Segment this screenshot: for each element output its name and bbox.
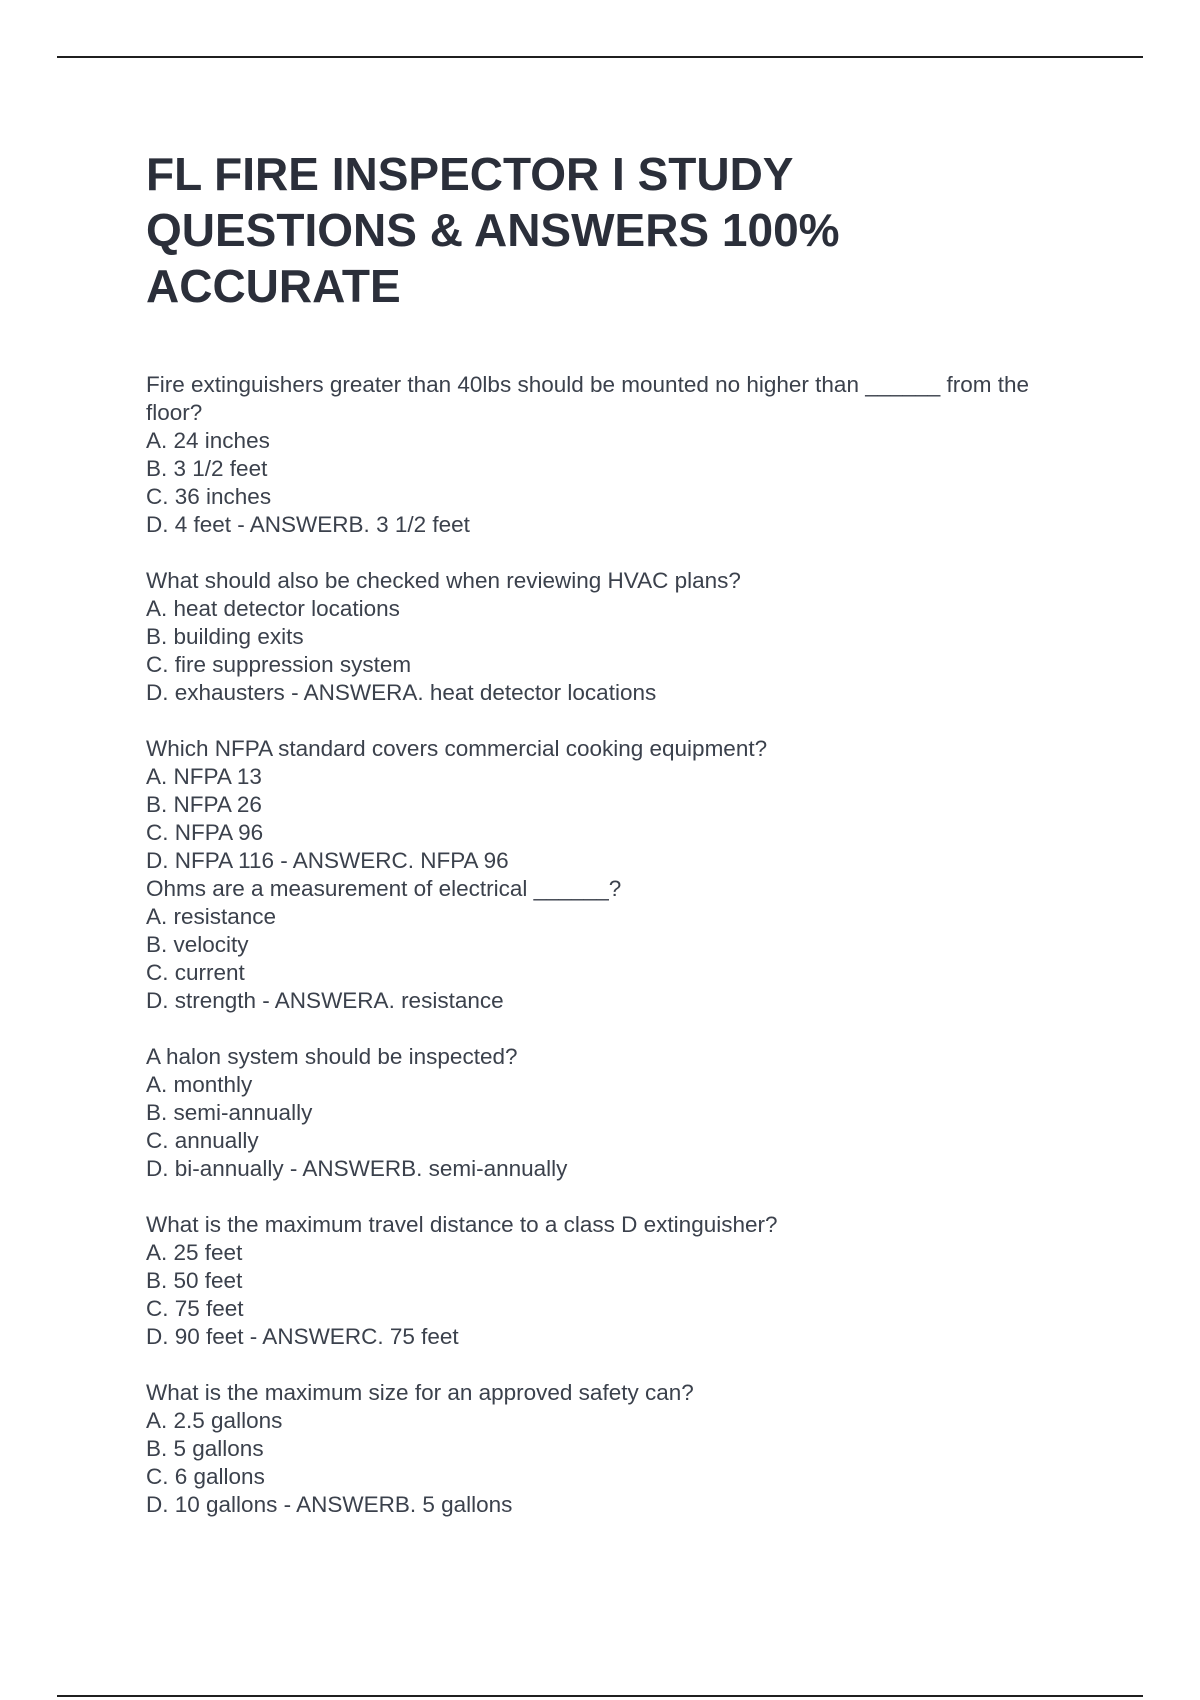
title-line: FL FIRE INSPECTOR I STUDY <box>146 148 794 200</box>
header-rule <box>57 56 1143 58</box>
answer-option: B. NFPA 26 <box>146 792 262 817</box>
answer-option: A. monthly <box>146 1072 253 1097</box>
answer-option: B. 50 feet <box>146 1268 243 1293</box>
answer-option: A. 25 feet <box>146 1240 243 1265</box>
answer-option: C. 6 gallons <box>146 1464 265 1489</box>
answer-option: B. building exits <box>146 624 304 649</box>
question-list <box>146 371 1086 1519</box>
answer-option-with-answer: D. 4 feet - ANSWERB. 3 1/2 feet <box>146 512 470 537</box>
question-text: A halon system should be inspected? <box>146 1044 518 1069</box>
answer-option: B. 5 gallons <box>146 1436 264 1461</box>
answer-option: A. 2.5 gallons <box>146 1408 283 1433</box>
question-block <box>146 567 1086 707</box>
answer-option: B. 3 1/2 feet <box>146 456 268 481</box>
question-block <box>146 1211 1086 1351</box>
answer-option: C. fire suppression system <box>146 652 412 677</box>
answer-option: C. 75 feet <box>146 1296 244 1321</box>
question-text: Ohms are a measurement of electrical ______? <box>146 876 622 901</box>
answer-option: C. current <box>146 960 245 985</box>
question-block <box>146 735 1086 875</box>
title-line: QUESTIONS & ANSWERS 100% <box>146 204 840 256</box>
footer-rule <box>57 1695 1143 1697</box>
answer-option-with-answer: D. bi-annually - ANSWERB. semi-annually <box>146 1156 568 1181</box>
answer-option: A. heat detector locations <box>146 596 400 621</box>
document-title <box>146 146 1086 314</box>
question-text: What is the maximum size for an approved safety can? <box>146 1380 694 1405</box>
answer-option: A. NFPA 13 <box>146 764 262 789</box>
answer-option-with-answer: D. 90 feet - ANSWERC. 75 feet <box>146 1324 459 1349</box>
answer-option: A. 24 inches <box>146 428 270 453</box>
answer-option: B. velocity <box>146 932 249 957</box>
answer-option-with-answer: D. NFPA 116 - ANSWERC. NFPA 96 <box>146 848 509 873</box>
question-block <box>146 371 1086 539</box>
answer-option: B. semi-annually <box>146 1100 313 1125</box>
question-block <box>146 1043 1086 1183</box>
document-body <box>146 146 1086 1519</box>
answer-option-with-answer: D. exhausters - ANSWERA. heat detector locations <box>146 680 657 705</box>
question-block <box>146 875 1086 1015</box>
question-text: What should also be checked when reviewing HVAC plans? <box>146 568 741 593</box>
question-block <box>146 1379 1086 1519</box>
answer-option: A. resistance <box>146 904 277 929</box>
question-text: Fire extinguishers greater than 40lbs should be mounted no higher than ______ from the floor? <box>146 372 1036 425</box>
answer-option-with-answer: D. 10 gallons - ANSWERB. 5 gallons <box>146 1492 513 1517</box>
question-text: What is the maximum travel distance to a class D extinguisher? <box>146 1212 778 1237</box>
answer-option: C. NFPA 96 <box>146 820 264 845</box>
title-line: ACCURATE <box>146 260 401 312</box>
answer-option-with-answer: D. strength - ANSWERA. resistance <box>146 988 504 1013</box>
answer-option: C. annually <box>146 1128 259 1153</box>
answer-option: C. 36 inches <box>146 484 272 509</box>
question-text: Which NFPA standard covers commercial cooking equipment? <box>146 736 768 761</box>
